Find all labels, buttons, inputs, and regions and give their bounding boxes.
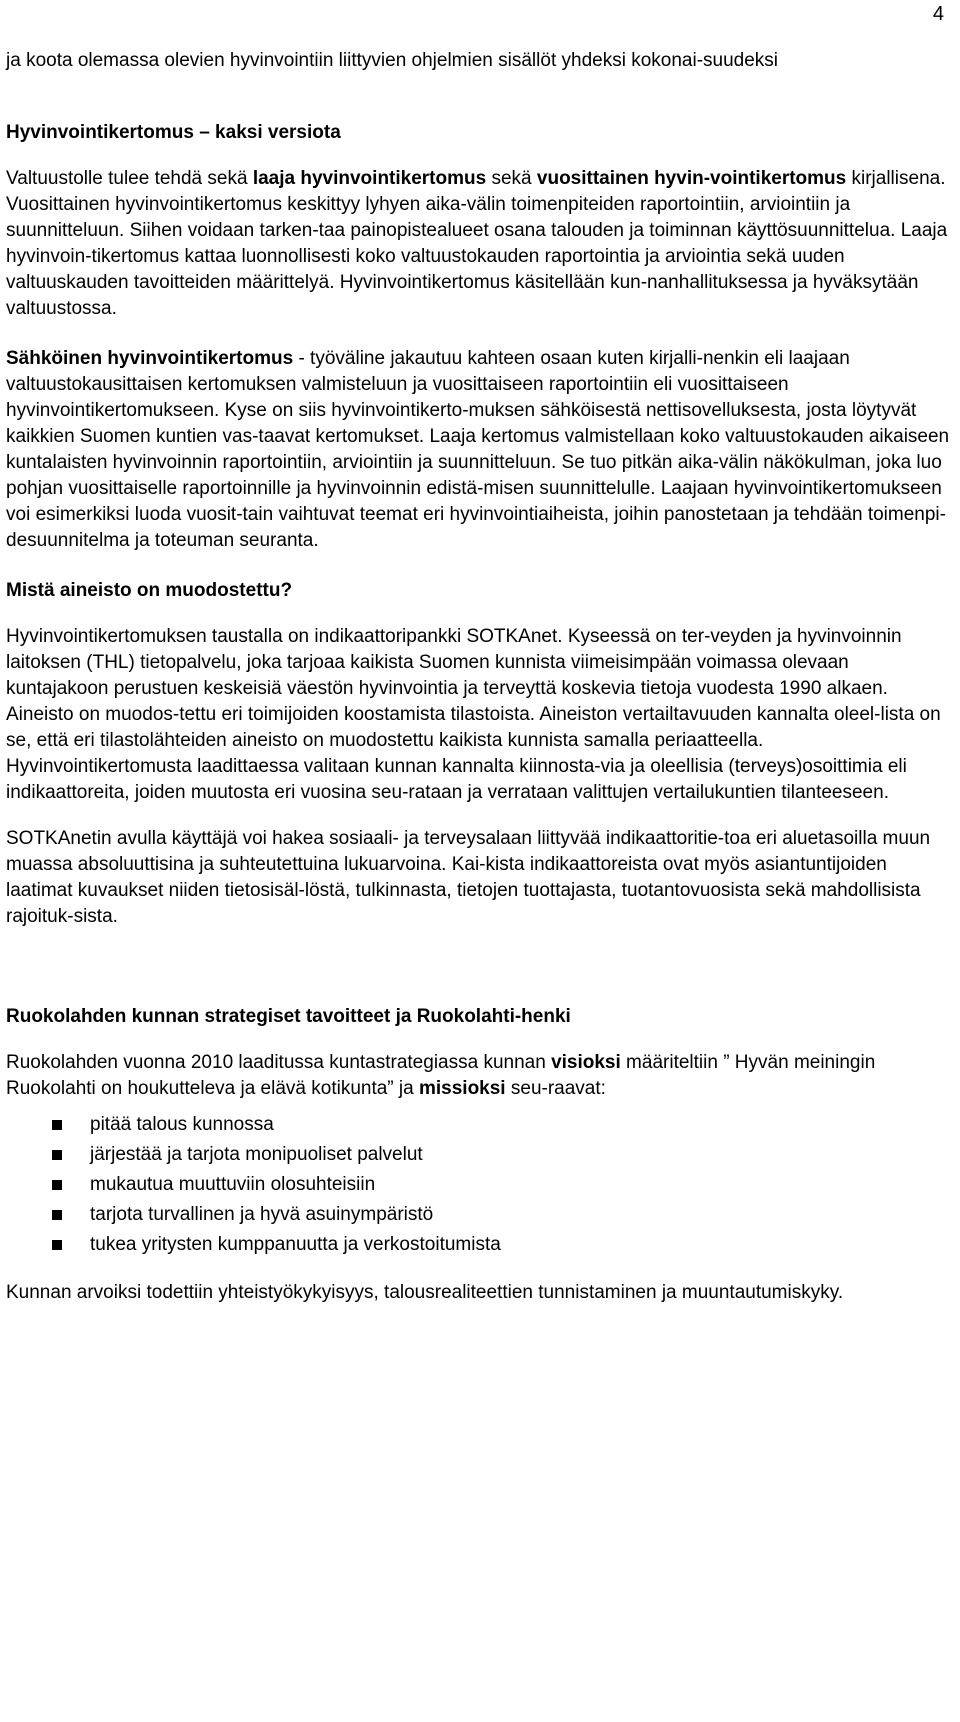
paragraph-electronic-report: Sähköinen hyvinvointikertomus - työväline jakautuu kahteen osaan kuten kirjalli-nenkin eli laajaan valtuustokausittaisen kertomuksen valmisteluun ja vuosittaiseen raportointiin eli vuosittaiseen hyvinvointikertomukseen. Kyse on siis hyvinvointikerto-muksen sähköisestä nettisovelluksesta, josta löytyvät kaikkien Suomen kuntien vas-taavat kertomukset. Laaja kertomus valmistellaan koko valtuustokauden aikaiseen kuntalaisten hyvinvoinnin raportointiin, arviointiin ja suunnitteluun. Se tuo pitkän aika-välin näkökulman, joka luo pohjan vuosittaiselle raportoinnille ja hyvinvoinnin edistä-misen suunnittelulle. Laajaan hyvinvointikertomukseen voi esimerkiksi luoda vuosit-tain vaihtuvat teemat eri hyvinvointiaiheista, joihin panostetaan ja tehdään toimenpi-desuunnitelma ja toteuman seuranta. <box>6 348 950 551</box>
square-bullet-icon <box>52 1150 62 1160</box>
list-item: järjestää ja tarjota monipuoliset palvelut <box>52 1140 950 1170</box>
section-heading-strategy: Ruokolahden kunnan strategiset tavoitteet ja Ruokolahti-henki <box>6 1006 571 1027</box>
list-item: mukautua muuttuviin olosuhteisiin <box>52 1170 950 1200</box>
list-item: pitää talous kunnossa <box>52 1110 950 1140</box>
mission-list <box>6 1110 950 1260</box>
paragraph-two-versions: Valtuustolle tulee tehdä sekä laaja hyvinvointikertomus sekä vuosittainen hyvin-vointikertomus kirjallisena. Vuosittainen hyvinvointikertomus keskittyy lyhyen aika-välin toimenpiteiden raportointiin, arviointiin ja suunnitteluun. Siihen voidaan tarken-taa painopistealueet osana talouden ja toiminnan käyttösuunnittelua. Laaja hyvinvoin-tikertomus kattaa luonnollisesti koko valtuustokauden raportointia ja arviointia sekä uuden valtuuskauden tavoitteiden määrittelyä. Hyvinvointikertomus käsitellään kun-nanhallituksessa ja hyväksytään valtuustossa. <box>6 168 948 319</box>
section-heading-data-source: Mistä aineisto on muodostettu? <box>6 580 293 601</box>
square-bullet-icon <box>52 1120 62 1130</box>
paragraph-sotkanet: Hyvinvointikertomuksen taustalla on indikaattoripankki SOTKAnet. Kyseessä on ter-veyden ja hyvinvoinnin laitoksen (THL) tietopalvelu, joka tarjoaa kaikista Suomen kunnista viimeisimpään voimassa olevaan kuntajakoon perustuen keskeisiä väestön hyvinvointia ja terveyttä koskevia tietoja vuodesta 1990 alkaen. Aineisto on muodos-tettu eri toimijoiden koostamista tilastoista. Aineiston vertailtavuuden kannalta oleel-lista on se, että eri tilastolähteiden aineisto on muodostettu kaikista kunnista samalla periaatteella. Hyvinvointikertomusta laadittaessa valitaan kunnan kannalta kiinnosta-via ja oleellisia (terveys)osoittimia eli indikaattoreita, joiden muutosta eri vuosina seu-rataan ja verrataan valittujen vertailukuntien tilanteeseen. <box>6 626 941 803</box>
paragraph-vision-mission: Ruokolahden vuonna 2010 laaditussa kuntastrategiassa kunnan visioksi määriteltiin ” Hyvän meiningin Ruokolahti on houkutteleva ja elävä kotikunta” ja missioksi seu-raavat: <box>6 1052 876 1099</box>
page-number: 4 <box>932 3 944 25</box>
paragraph-sotkanet-usage: SOTKAnetin avulla käyttäjä voi hakea sosiaali- ja terveysalaan liittyvää indikaattoritie-toa eri aluetasoilla muun muassa absoluuttisina ja suhteutettuina lukuarvoina. Kai-kista indikaattoreista ovat myös asiantuntijoiden laatimat kuvaukset niiden tietosisäl-löstä, tulkinnasta, tietojen tuottajasta, tuotantovuosista sekä mahdollisista rajoituk-sista. <box>6 828 931 927</box>
document-body <box>6 48 950 1306</box>
list-item: tukea yritysten kumppanuutta ja verkostoitumista <box>52 1230 950 1260</box>
square-bullet-icon <box>52 1180 62 1190</box>
section-heading-hyvinvointikertomus: Hyvinvointikertomus – kaksi versiota <box>6 122 341 143</box>
intro-paragraph: ja koota olemassa olevien hyvinvointiin liittyvien ohjelmien sisällöt yhdeksi kokonai-suudeksi <box>6 50 779 71</box>
list-item: tarjota turvallinen ja hyvä asuinympäristö <box>52 1200 950 1230</box>
paragraph-values: Kunnan arvoiksi todettiin yhteistyökykyisyys, talousrealiteettien tunnistaminen ja muuntautumiskyky. <box>6 1282 844 1303</box>
square-bullet-icon <box>52 1210 62 1220</box>
square-bullet-icon <box>52 1240 62 1250</box>
